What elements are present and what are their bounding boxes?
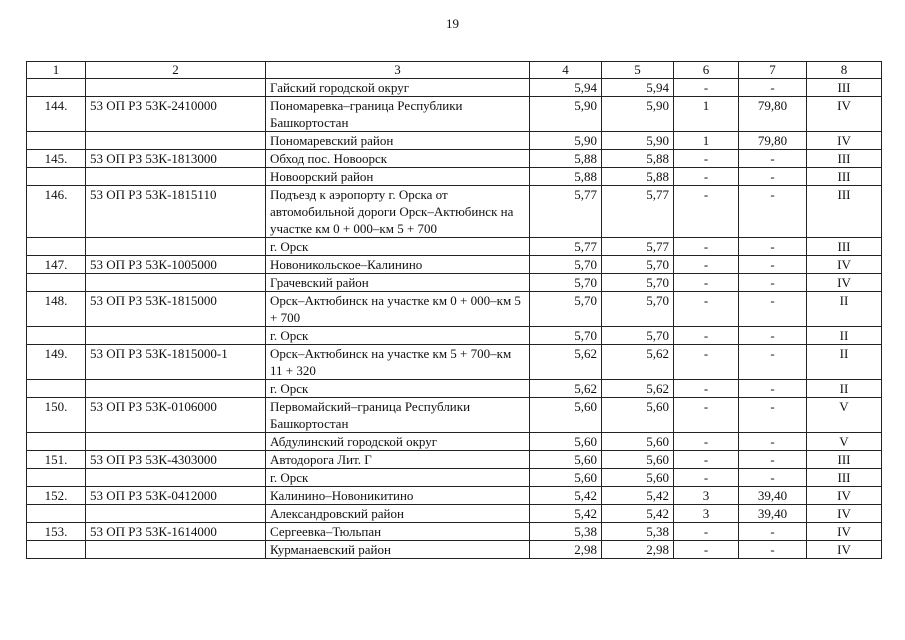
value-col-6: 3 (674, 487, 739, 505)
value-col-6: - (674, 398, 739, 433)
road-name: Подъезд к аэропорту г. Орска от автомобильной дороги Орск–Актюбинск на участке км 0 + 000–км 5 + 700 (266, 186, 530, 238)
road-code (86, 380, 266, 398)
value-col-6: - (674, 168, 739, 186)
table-row (27, 505, 882, 523)
road-code: 53 ОП РЗ 53К-1815000-1 (86, 345, 266, 380)
value-col-6: - (674, 380, 739, 398)
road-name: Калинино–Новоникитино (266, 487, 530, 505)
value-col-7: - (739, 292, 807, 327)
value-col-6: 1 (674, 132, 739, 150)
road-category: IV (807, 97, 882, 132)
road-category: III (807, 186, 882, 238)
row-number: 144. (27, 97, 86, 132)
road-category: IV (807, 487, 882, 505)
road-name: Пономаревка–граница Республики Башкортостан (266, 97, 530, 132)
value-col-4: 5,38 (530, 523, 602, 541)
value-col-4: 5,90 (530, 132, 602, 150)
road-code (86, 433, 266, 451)
value-col-7: 79,80 (739, 97, 807, 132)
road-code (86, 327, 266, 345)
row-number: 152. (27, 487, 86, 505)
value-col-4: 2,98 (530, 541, 602, 559)
road-name: Курманаевский район (266, 541, 530, 559)
value-col-7: - (739, 345, 807, 380)
road-category: III (807, 451, 882, 469)
value-col-6: - (674, 79, 739, 97)
road-code: 53 ОП РЗ 53К-1005000 (86, 256, 266, 274)
road-category: III (807, 79, 882, 97)
road-code: 53 ОП РЗ 53К-0106000 (86, 398, 266, 433)
page-number: 19 (446, 16, 459, 31)
road-code: 53 ОП РЗ 53К-0412000 (86, 487, 266, 505)
value-col-5: 5,60 (602, 398, 674, 433)
column-header-8: 8 (807, 62, 882, 79)
value-col-4: 5,88 (530, 168, 602, 186)
road-code: 53 ОП РЗ 53К-2410000 (86, 97, 266, 132)
value-col-5: 5,60 (602, 433, 674, 451)
road-code (86, 79, 266, 97)
road-name: г. Орск (266, 469, 530, 487)
value-col-7: - (739, 380, 807, 398)
road-code: 53 ОП РЗ 53К-1815110 (86, 186, 266, 238)
row-number (27, 327, 86, 345)
row-number (27, 238, 86, 256)
table-row (27, 274, 882, 292)
value-col-7: - (739, 327, 807, 345)
value-col-7: - (739, 186, 807, 238)
value-col-7: - (739, 523, 807, 541)
value-col-5: 5,42 (602, 487, 674, 505)
road-category: III (807, 469, 882, 487)
value-col-7: 39,40 (739, 487, 807, 505)
table-row (27, 469, 882, 487)
column-header-6: 6 (674, 62, 739, 79)
road-code (86, 505, 266, 523)
road-name: г. Орск (266, 327, 530, 345)
row-number (27, 469, 86, 487)
table-row (27, 451, 882, 469)
row-number (27, 79, 86, 97)
value-col-7: - (739, 79, 807, 97)
table-row (27, 398, 882, 433)
road-code: 53 ОП РЗ 53К-4303000 (86, 451, 266, 469)
row-number (27, 433, 86, 451)
value-col-4: 5,77 (530, 238, 602, 256)
road-name: Абдулинский городской округ (266, 433, 530, 451)
value-col-6: 1 (674, 97, 739, 132)
column-header-2: 2 (86, 62, 266, 79)
value-col-5: 5,88 (602, 168, 674, 186)
road-code: 53 ОП РЗ 53К-1815000 (86, 292, 266, 327)
road-name: Новоникольское–Калинино (266, 256, 530, 274)
table-row (27, 433, 882, 451)
value-col-4: 5,70 (530, 274, 602, 292)
road-code (86, 168, 266, 186)
road-category: IV (807, 541, 882, 559)
value-col-4: 5,94 (530, 79, 602, 97)
road-name: г. Орск (266, 238, 530, 256)
row-number (27, 274, 86, 292)
value-col-6: - (674, 256, 739, 274)
value-col-5: 5,62 (602, 380, 674, 398)
value-col-5: 5,90 (602, 97, 674, 132)
road-name: г. Орск (266, 380, 530, 398)
value-col-5: 5,70 (602, 327, 674, 345)
value-col-6: - (674, 469, 739, 487)
road-code (86, 132, 266, 150)
row-number: 151. (27, 451, 86, 469)
road-code (86, 541, 266, 559)
column-header-4: 4 (530, 62, 602, 79)
table-row (27, 79, 882, 97)
value-col-4: 5,42 (530, 487, 602, 505)
column-header-7: 7 (739, 62, 807, 79)
table-row (27, 97, 882, 132)
value-col-5: 5,60 (602, 451, 674, 469)
road-code (86, 238, 266, 256)
value-col-6: - (674, 292, 739, 327)
value-col-4: 5,60 (530, 451, 602, 469)
value-col-4: 5,60 (530, 469, 602, 487)
road-code: 53 ОП РЗ 53К-1614000 (86, 523, 266, 541)
value-col-6: - (674, 274, 739, 292)
road-name: Грачевский район (266, 274, 530, 292)
road-category: II (807, 292, 882, 327)
row-number: 147. (27, 256, 86, 274)
road-category: II (807, 327, 882, 345)
table-row (27, 186, 882, 238)
road-category: III (807, 238, 882, 256)
row-number (27, 505, 86, 523)
road-name: Сергеевка–Тюльпан (266, 523, 530, 541)
value-col-7: - (739, 451, 807, 469)
value-col-7: 39,40 (739, 505, 807, 523)
table-row (27, 345, 882, 380)
road-name: Первомайский–граница Республики Башкортостан (266, 398, 530, 433)
road-name: Обход пос. Новоорск (266, 150, 530, 168)
road-name: Автодорога Лит. Г (266, 451, 530, 469)
roads-table (26, 61, 882, 559)
value-col-4: 5,77 (530, 186, 602, 238)
value-col-5: 5,70 (602, 274, 674, 292)
value-col-4: 5,62 (530, 345, 602, 380)
value-col-6: - (674, 433, 739, 451)
value-col-4: 5,60 (530, 433, 602, 451)
table-row (27, 132, 882, 150)
value-col-6: - (674, 238, 739, 256)
value-col-6: - (674, 451, 739, 469)
road-name: Александровский район (266, 505, 530, 523)
value-col-5: 5,88 (602, 150, 674, 168)
value-col-7: - (739, 238, 807, 256)
column-header-3: 3 (266, 62, 530, 79)
row-number: 150. (27, 398, 86, 433)
value-col-4: 5,88 (530, 150, 602, 168)
row-number: 149. (27, 345, 86, 380)
road-name: Гайский городской округ (266, 79, 530, 97)
value-col-6: - (674, 150, 739, 168)
road-category: V (807, 398, 882, 433)
value-col-7: - (739, 274, 807, 292)
value-col-5: 5,77 (602, 238, 674, 256)
value-col-5: 5,94 (602, 79, 674, 97)
road-category: IV (807, 274, 882, 292)
value-col-4: 5,60 (530, 398, 602, 433)
road-code (86, 274, 266, 292)
row-number (27, 380, 86, 398)
row-number (27, 168, 86, 186)
table-row (27, 256, 882, 274)
value-col-6: 3 (674, 505, 739, 523)
road-category: IV (807, 523, 882, 541)
column-header-5: 5 (602, 62, 674, 79)
road-code (86, 469, 266, 487)
table-row (27, 168, 882, 186)
value-col-4: 5,70 (530, 292, 602, 327)
road-name: Новоорский район (266, 168, 530, 186)
value-col-5: 2,98 (602, 541, 674, 559)
value-col-6: - (674, 541, 739, 559)
table-row (27, 327, 882, 345)
value-col-5: 5,60 (602, 469, 674, 487)
value-col-5: 5,38 (602, 523, 674, 541)
row-number: 148. (27, 292, 86, 327)
road-category: IV (807, 256, 882, 274)
value-col-7: - (739, 168, 807, 186)
value-col-5: 5,90 (602, 132, 674, 150)
value-col-5: 5,70 (602, 292, 674, 327)
road-name: Пономаревский район (266, 132, 530, 150)
value-col-4: 5,90 (530, 97, 602, 132)
road-category: II (807, 345, 882, 380)
row-number: 146. (27, 186, 86, 238)
table-row (27, 238, 882, 256)
value-col-6: - (674, 186, 739, 238)
row-number (27, 132, 86, 150)
row-number (27, 541, 86, 559)
value-col-4: 5,70 (530, 327, 602, 345)
table-row (27, 523, 882, 541)
row-number: 145. (27, 150, 86, 168)
value-col-7: - (739, 150, 807, 168)
value-col-6: - (674, 523, 739, 541)
road-category: III (807, 150, 882, 168)
value-col-4: 5,70 (530, 256, 602, 274)
road-category: IV (807, 132, 882, 150)
value-col-7: - (739, 398, 807, 433)
road-name: Орск–Актюбинск на участке км 0 + 000–км 5 + 700 (266, 292, 530, 327)
table-row (27, 380, 882, 398)
table-row (27, 487, 882, 505)
value-col-6: - (674, 345, 739, 380)
value-col-7: - (739, 433, 807, 451)
road-category: II (807, 380, 882, 398)
road-category: V (807, 433, 882, 451)
value-col-7: - (739, 469, 807, 487)
value-col-5: 5,70 (602, 256, 674, 274)
table-row (27, 150, 882, 168)
value-col-7: - (739, 256, 807, 274)
row-number: 153. (27, 523, 86, 541)
value-col-4: 5,62 (530, 380, 602, 398)
value-col-7: - (739, 541, 807, 559)
road-category: IV (807, 505, 882, 523)
value-col-5: 5,77 (602, 186, 674, 238)
road-code: 53 ОП РЗ 53К-1813000 (86, 150, 266, 168)
table-row (27, 541, 882, 559)
table-row (27, 292, 882, 327)
value-col-6: - (674, 327, 739, 345)
road-name: Орск–Актюбинск на участке км 5 + 700–км 11 + 320 (266, 345, 530, 380)
value-col-5: 5,62 (602, 345, 674, 380)
column-header-1: 1 (27, 62, 86, 79)
value-col-5: 5,42 (602, 505, 674, 523)
road-category: III (807, 168, 882, 186)
value-col-4: 5,42 (530, 505, 602, 523)
value-col-7: 79,80 (739, 132, 807, 150)
header-row (27, 62, 882, 79)
